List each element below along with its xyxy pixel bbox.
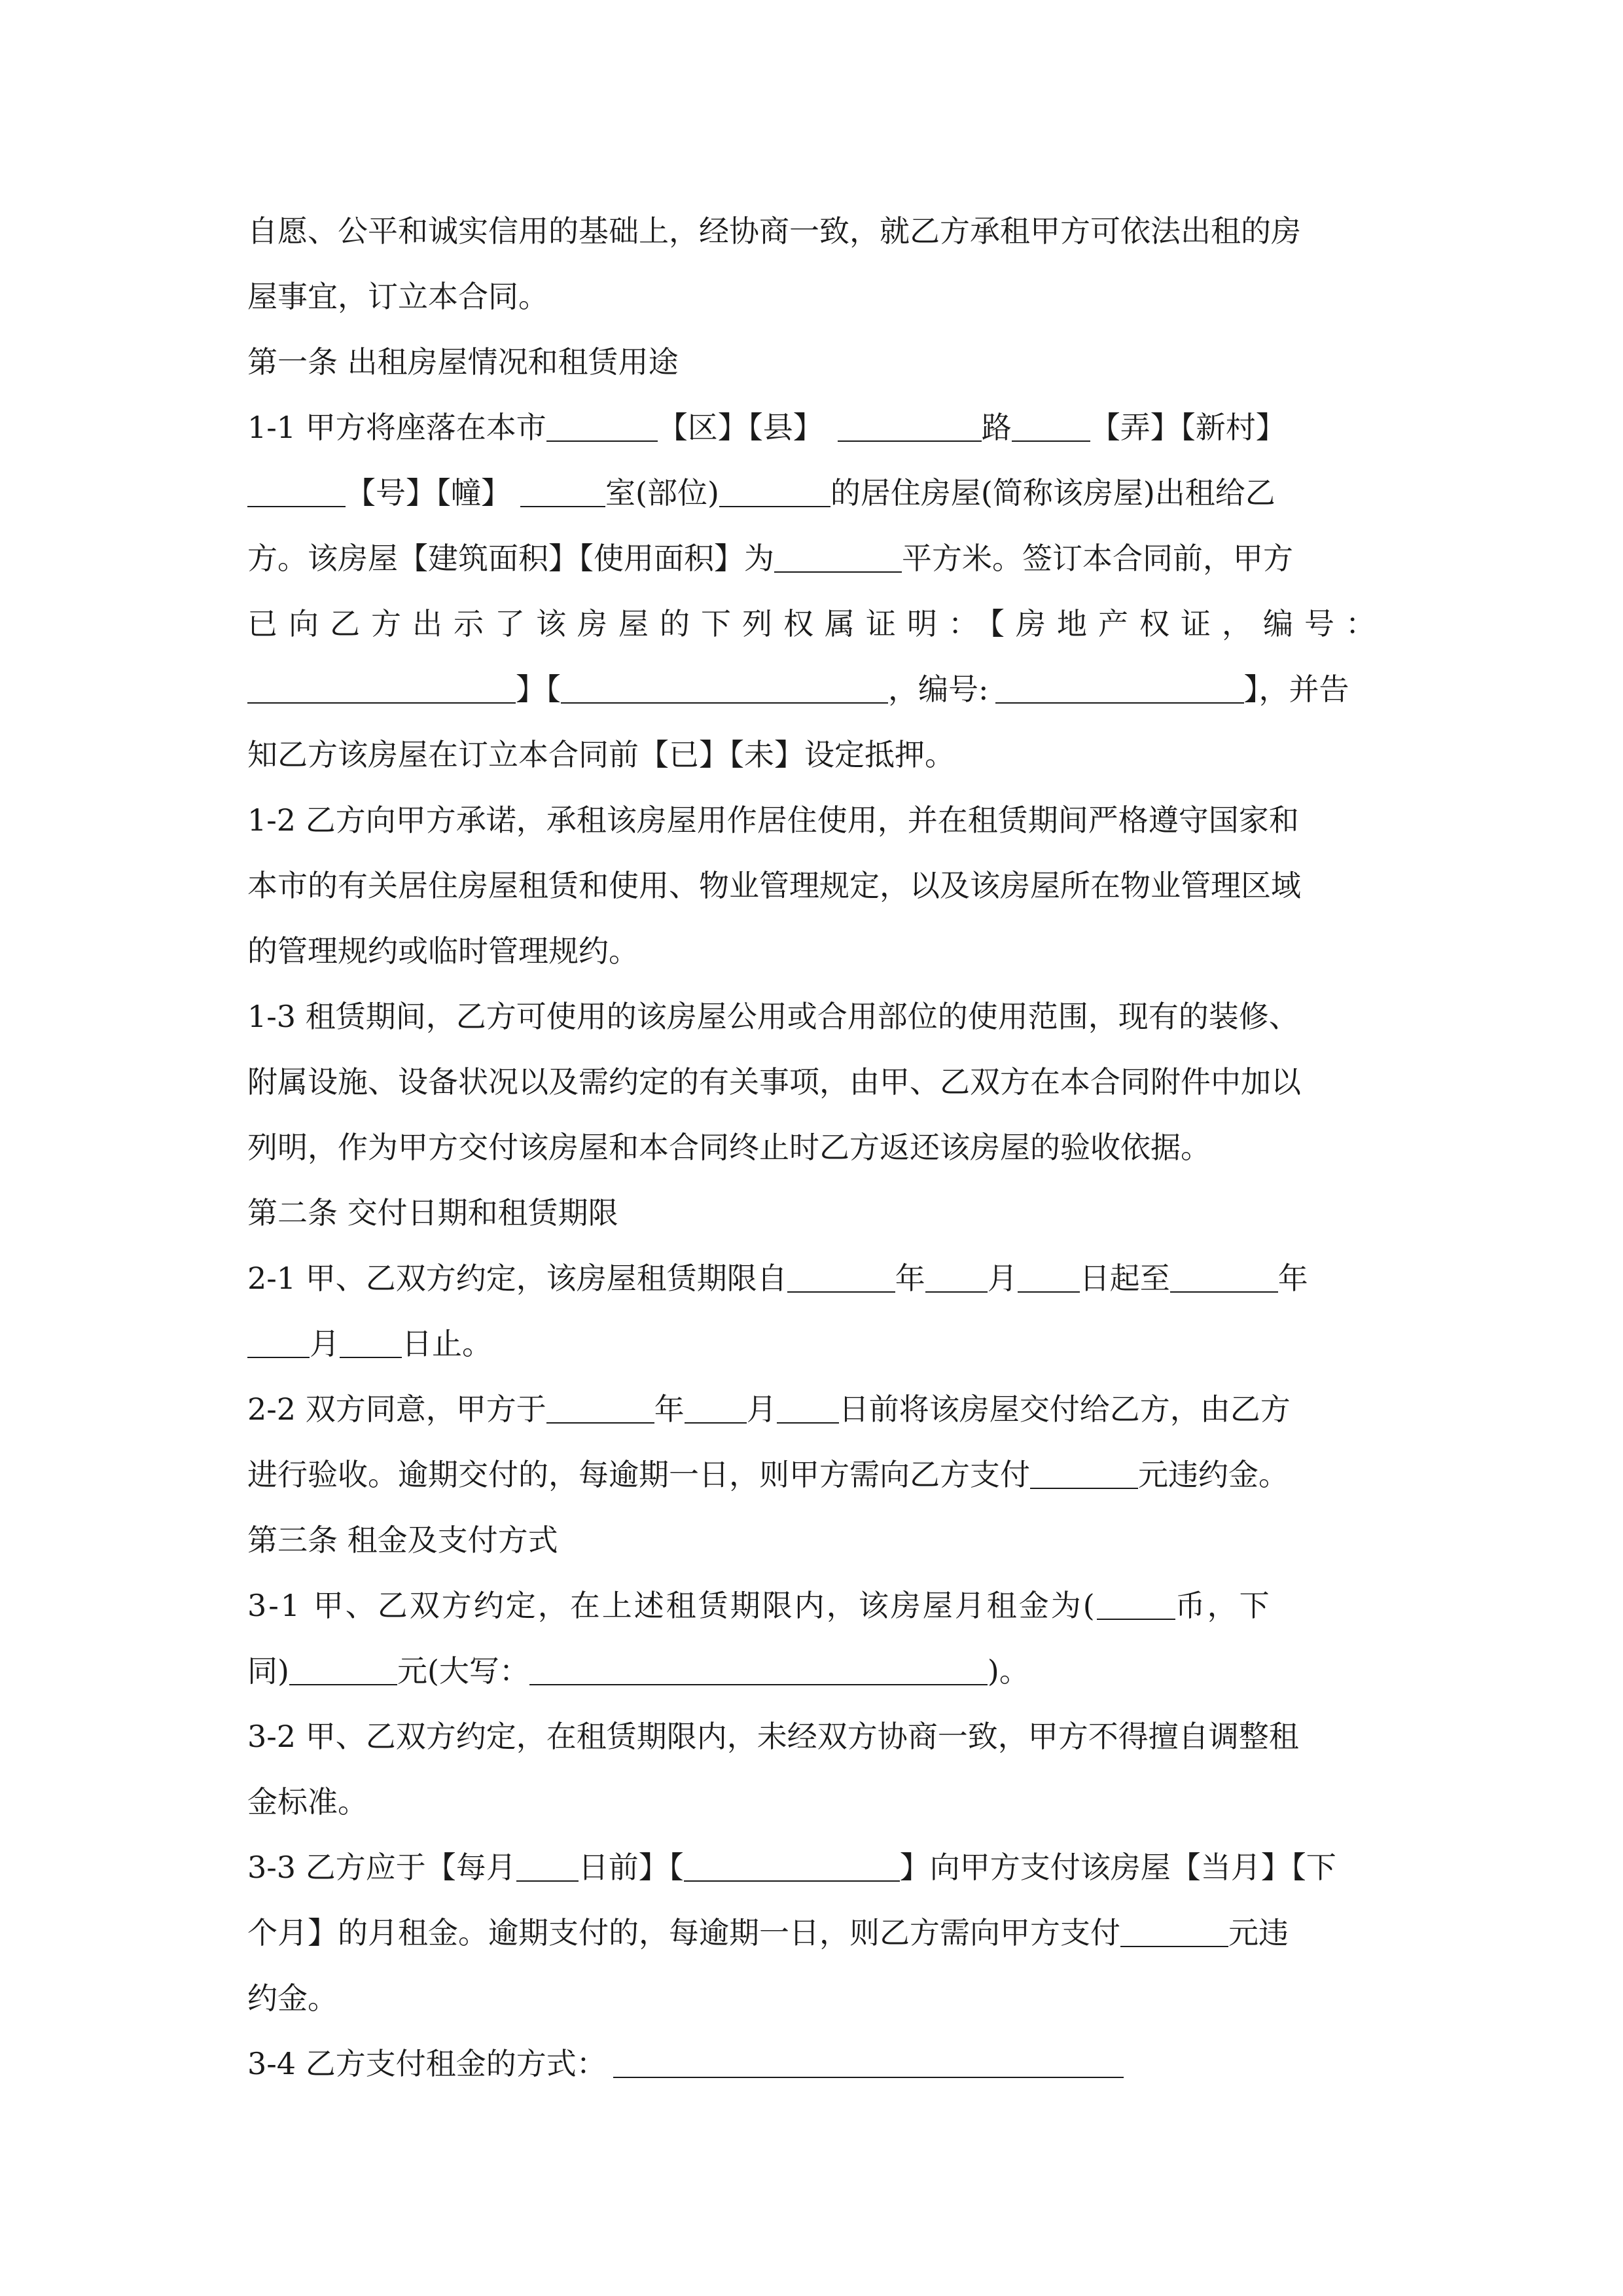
text-line — [247, 918, 1393, 984]
text: 知乙方该房屋在订立本合同前【已】【未】设定抵押。 — [247, 737, 955, 772]
text: 【号】【幢】 — [346, 475, 511, 511]
text: 年 — [654, 1391, 685, 1427]
blank-field[interactable] — [247, 472, 346, 507]
text: 个月】的月租金。逾期支付的，每逾期一日，则乙方需向甲方支付 — [247, 1915, 1120, 1950]
text: 月 — [987, 1261, 1018, 1296]
blank-field[interactable] — [546, 1388, 654, 1424]
text-line — [247, 787, 1393, 853]
text: 室(部位) — [605, 475, 719, 511]
blank-field[interactable] — [777, 1388, 839, 1424]
text-line — [247, 591, 1393, 656]
text-line — [247, 395, 1393, 460]
blank-field[interactable] — [685, 1388, 747, 1424]
text: ，编号: — [888, 672, 989, 707]
text: 3-1 甲、乙双方约定，在上述租赁期限内，该房屋月租金为( — [247, 1588, 1097, 1623]
text: 3-2 甲、乙双方约定，在租赁期限内，未经双方协商一致，甲方不得擅自调整租 — [247, 1719, 1299, 1754]
blank-field[interactable] — [684, 1846, 900, 1882]
text: 的居住房屋(简称该房屋)出租给乙 — [830, 475, 1275, 511]
text-line — [247, 1115, 1393, 1180]
blank-field[interactable] — [1170, 1257, 1278, 1293]
blank-field[interactable] — [838, 406, 982, 442]
text: 第三条 租金及支付方式 — [247, 1522, 558, 1558]
text-line — [247, 2031, 1393, 2096]
text: 金标准。 — [247, 1784, 368, 1820]
text-line — [247, 1900, 1393, 1965]
blank-field[interactable] — [516, 1846, 579, 1882]
blank-field[interactable] — [529, 1650, 988, 1685]
text-line — [247, 1246, 1393, 1311]
text: 日止。 — [402, 1326, 492, 1361]
text: 元(大写： — [397, 1653, 529, 1689]
blank-field[interactable] — [247, 668, 516, 704]
blank-field[interactable] — [1012, 406, 1090, 442]
text: 月 — [310, 1326, 340, 1361]
text: 】【 — [516, 672, 561, 707]
text: 已向乙方出示了该房屋的下列权属证明：【房地产权证，编号： — [247, 606, 1387, 641]
text-line — [247, 1835, 1393, 1900]
blank-field[interactable] — [1120, 1912, 1228, 1947]
text-line — [247, 656, 1393, 722]
text: 】，并告 — [1243, 672, 1349, 707]
article-heading — [247, 1180, 1393, 1246]
article-heading — [247, 1507, 1393, 1573]
text-line — [247, 264, 1393, 329]
text-line — [247, 1573, 1393, 1638]
text-line — [247, 722, 1393, 787]
text: 3-4 乙方支付租金的方式： — [247, 2046, 607, 2081]
text: 年 — [895, 1261, 925, 1296]
blank-field[interactable] — [561, 668, 888, 704]
text: 平方米。签订本合同前，甲方 — [902, 541, 1293, 576]
text: 元违约金。 — [1138, 1457, 1289, 1492]
blank-field[interactable] — [546, 406, 658, 442]
text: 的管理规约或临时管理规约。 — [247, 933, 639, 969]
text: 日前】【 — [578, 1850, 684, 1885]
blank-field[interactable] — [1018, 1257, 1080, 1293]
text: )。 — [987, 1653, 1029, 1689]
blank-field[interactable] — [719, 472, 830, 507]
text-line — [247, 198, 1393, 264]
text-line — [247, 1376, 1393, 1442]
text: 第一条 出租房屋情况和租赁用途 — [247, 344, 679, 380]
text-line — [247, 1965, 1393, 2031]
text-line — [247, 853, 1393, 918]
blank-field[interactable] — [247, 1323, 310, 1358]
text: 3-3 乙方应于【每月 — [247, 1850, 516, 1885]
text: 2-2 双方同意，甲方于 — [247, 1391, 546, 1427]
text: 1-1 甲方将座落在本市 — [247, 410, 546, 445]
text-line — [247, 1442, 1393, 1507]
text: 1-2 乙方向甲方承诺，承租该房屋用作居住使用，并在租赁期间严格遵守国家和 — [247, 802, 1299, 838]
text: 日前将该房屋交付给乙方，由乙方 — [838, 1391, 1291, 1427]
text: 】向甲方支付该房屋【当月】【下 — [899, 1850, 1336, 1885]
blank-field[interactable] — [613, 2043, 1124, 2078]
blank-field[interactable] — [774, 537, 902, 573]
text-line — [247, 1769, 1393, 1835]
text: 元违 — [1228, 1915, 1289, 1950]
text: 本市的有关居住房屋租赁和使用、物业管理规定，以及该房屋所在物业管理区域 — [247, 868, 1301, 903]
text: 附属设施、设备状况以及需约定的有关事项，由甲、乙双方在本合同附件中加以 — [247, 1064, 1301, 1100]
text: 第二条 交付日期和租赁期限 — [247, 1195, 618, 1230]
text: 日起至 — [1079, 1261, 1170, 1296]
text: 币，下 — [1175, 1588, 1272, 1623]
blank-field[interactable] — [787, 1257, 895, 1293]
text: 进行验收。逾期交付的，每逾期一日，则甲方需向乙方支付 — [247, 1457, 1030, 1492]
text: 2-1 甲、乙双方约定，该房屋租赁期限自 — [247, 1261, 787, 1296]
text: 路 — [981, 410, 1012, 445]
text-line — [247, 1638, 1393, 1704]
text-line — [247, 460, 1393, 526]
text-line — [247, 526, 1393, 591]
blank-field[interactable] — [925, 1257, 988, 1293]
text: 屋事宜，订立本合同。 — [247, 279, 548, 314]
text: 1-3 租赁期间，乙方可使用的该房屋公用或合用部位的使用范围，现有的装修、 — [247, 999, 1299, 1034]
text-line — [247, 1311, 1393, 1376]
text: 【区】【县】 — [657, 410, 823, 445]
text: 月 — [746, 1391, 777, 1427]
article-heading — [247, 329, 1393, 395]
text: 列明，作为甲方交付该房屋和本合同终止时乙方返还该房屋的验收依据。 — [247, 1130, 1211, 1165]
blank-field[interactable] — [289, 1650, 397, 1685]
text: 方。该房屋【建筑面积】【使用面积】为 — [247, 541, 774, 576]
text-line — [247, 1704, 1393, 1769]
blank-field[interactable] — [340, 1323, 402, 1358]
blank-field[interactable] — [1030, 1454, 1138, 1489]
text: 同) — [247, 1653, 289, 1689]
text: 自愿、公平和诚实信用的基础上，经协商一致，就乙方承租甲方可依法出租的房 — [247, 213, 1301, 249]
text: 【弄】【新村】 — [1090, 410, 1286, 445]
blank-field[interactable] — [1097, 1585, 1175, 1620]
blank-field[interactable] — [995, 668, 1244, 704]
text-line — [247, 984, 1393, 1049]
text: 年 — [1277, 1261, 1308, 1296]
text: 约金。 — [247, 1981, 338, 2016]
text-line — [247, 1049, 1393, 1115]
blank-field[interactable] — [520, 472, 605, 507]
